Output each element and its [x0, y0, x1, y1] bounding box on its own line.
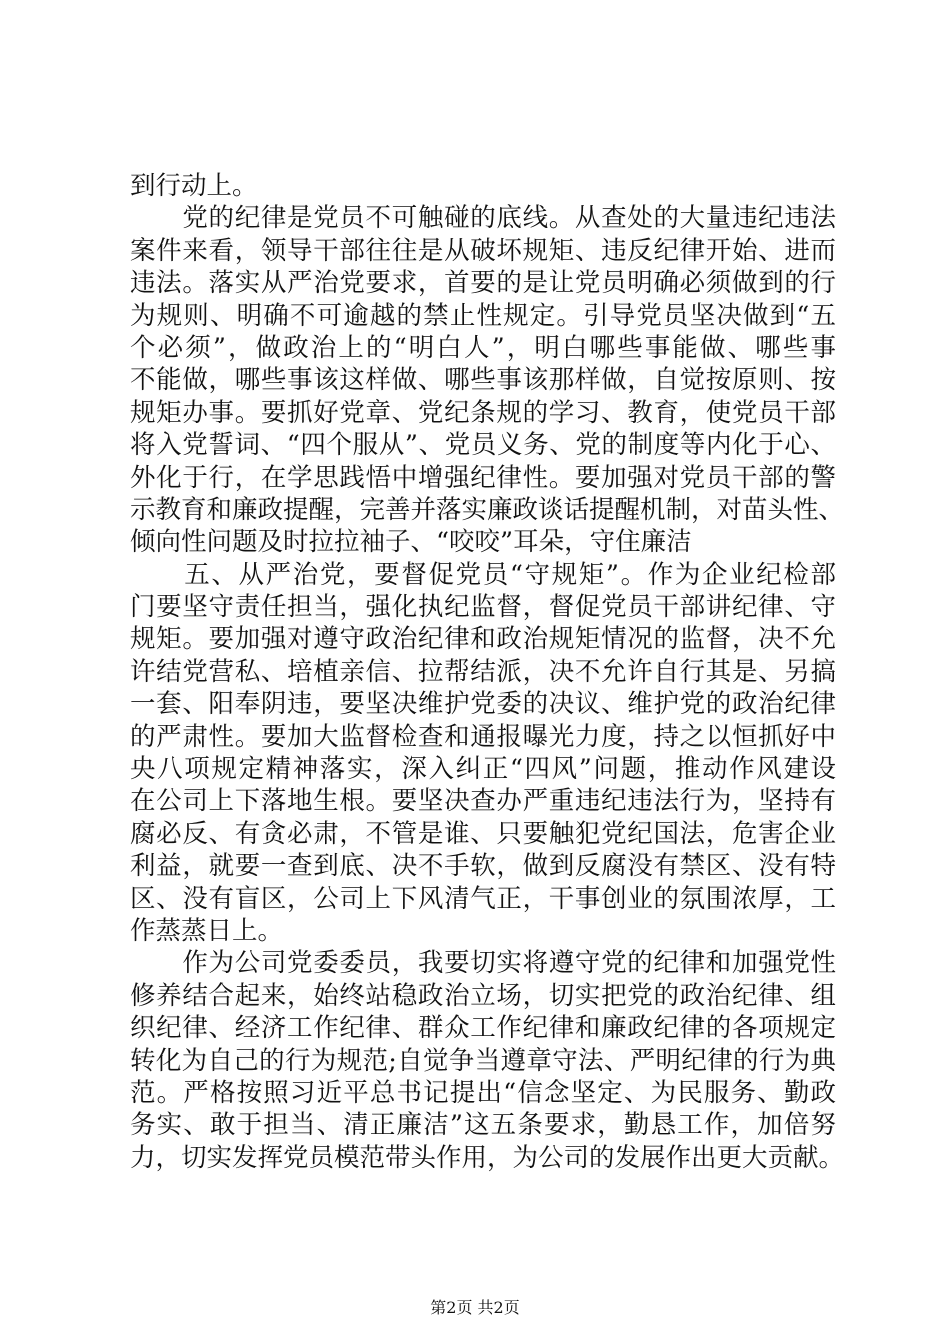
text-line: 腐必反、有贪必肃，不管是谁、只要触犯党纪国法，危害企业	[130, 818, 836, 849]
text-line: 转化为自己的行为规范;自觉争当遵章守法、严明纪律的行为典	[130, 1045, 836, 1076]
text-line: 务实、敢于担当、清正廉洁”这五条要求，勤恳工作，加倍努	[130, 1110, 836, 1141]
text-line: 五、从严治党，要督促党员“守规矩”。作为企业纪检部	[130, 559, 836, 590]
text-line: 党的纪律是党员不可触碰的底线。从查处的大量违纪违法	[130, 203, 836, 234]
text-line: 修养结合起来，始终站稳政治立场，切实把党的政治纪律、组	[130, 980, 836, 1011]
text-line: 作为公司党委委员，我要切实将遵守党的纪律和加强党性	[130, 948, 836, 979]
text-line: 案件来看，领导干部往往是从破坏规矩、违反纪律开始、进而	[130, 235, 836, 266]
text-line: 外化于行，在学思践悟中增强纪律性。要加强对党员干部的警	[130, 462, 836, 493]
text-line: 示教育和廉政提醒，完善并落实廉政谈话提醒机制，对苗头性、	[130, 494, 845, 525]
text-line: 央八项规定精神落实，深入纠正“四风”问题，推动作风建设	[130, 754, 836, 785]
text-line: 的严肃性。要加大监督检查和通报曝光力度，持之以恒抓好中	[130, 721, 836, 752]
text-line: 一套、阳奉阴违，要坚决维护党委的决议、维护党的政治纪律	[130, 689, 836, 720]
text-line: 区、没有盲区，公司上下风清气正，干事创业的氛围浓厚，工	[130, 883, 836, 914]
text-line: 为规则、明确不可逾越的禁止性规定。引导党员坚决做到“五	[130, 300, 836, 331]
body-text	[130, 170, 845, 1174]
text-line: 范。严格按照习近平总书记提出“信念坚定、为民服务、勤政	[130, 1077, 836, 1108]
text-line: 织纪律、经济工作纪律、群众工作纪律和廉政纪律的各项规定	[130, 1013, 836, 1044]
text-line: 不能做，哪些事该这样做、哪些事该那样做，自觉按原则、按	[130, 365, 836, 396]
text-line: 倾向性问题及时拉拉袖子、“咬咬”耳朵，守住廉洁	[130, 527, 692, 558]
text-line: 规矩。要加强对遵守政治纪律和政治规矩情况的监督，决不允	[130, 624, 836, 655]
text-line: 将入党誓词、“四个服从”、党员义务、党的制度等内化于心、	[130, 430, 836, 461]
text-line: 力，切实发挥党员模范带头作用，为公司的发展作出更大贡献。	[130, 1142, 845, 1173]
page-footer: 第2页 共2页	[430, 1298, 520, 1317]
text-line: 在公司上下落地生根。要坚决查办严重违纪违法行为，坚持有	[130, 786, 836, 817]
text-line: 利益，就要一查到底、决不手软，做到反腐没有禁区、没有特	[130, 851, 836, 882]
text-line: 作蒸蒸日上。	[130, 915, 284, 946]
text-line: 个必须”，做政治上的“明白人”，明白哪些事能做、哪些事	[130, 332, 836, 363]
text-line: 规矩办事。要抓好党章、党纪条规的学习、教育，使党员干部	[130, 397, 836, 428]
text-line: 到行动上。	[130, 171, 258, 201]
text-line: 违法。落实从严治党要求，首要的是让党员明确必须做到的行	[130, 268, 836, 299]
text-line: 许结党营私、培植亲信、拉帮结派，决不允许自行其是、另搞	[130, 656, 836, 687]
text-line: 门要坚守责任担当，强化执纪监督，督促党员干部讲纪律、守	[130, 592, 836, 623]
